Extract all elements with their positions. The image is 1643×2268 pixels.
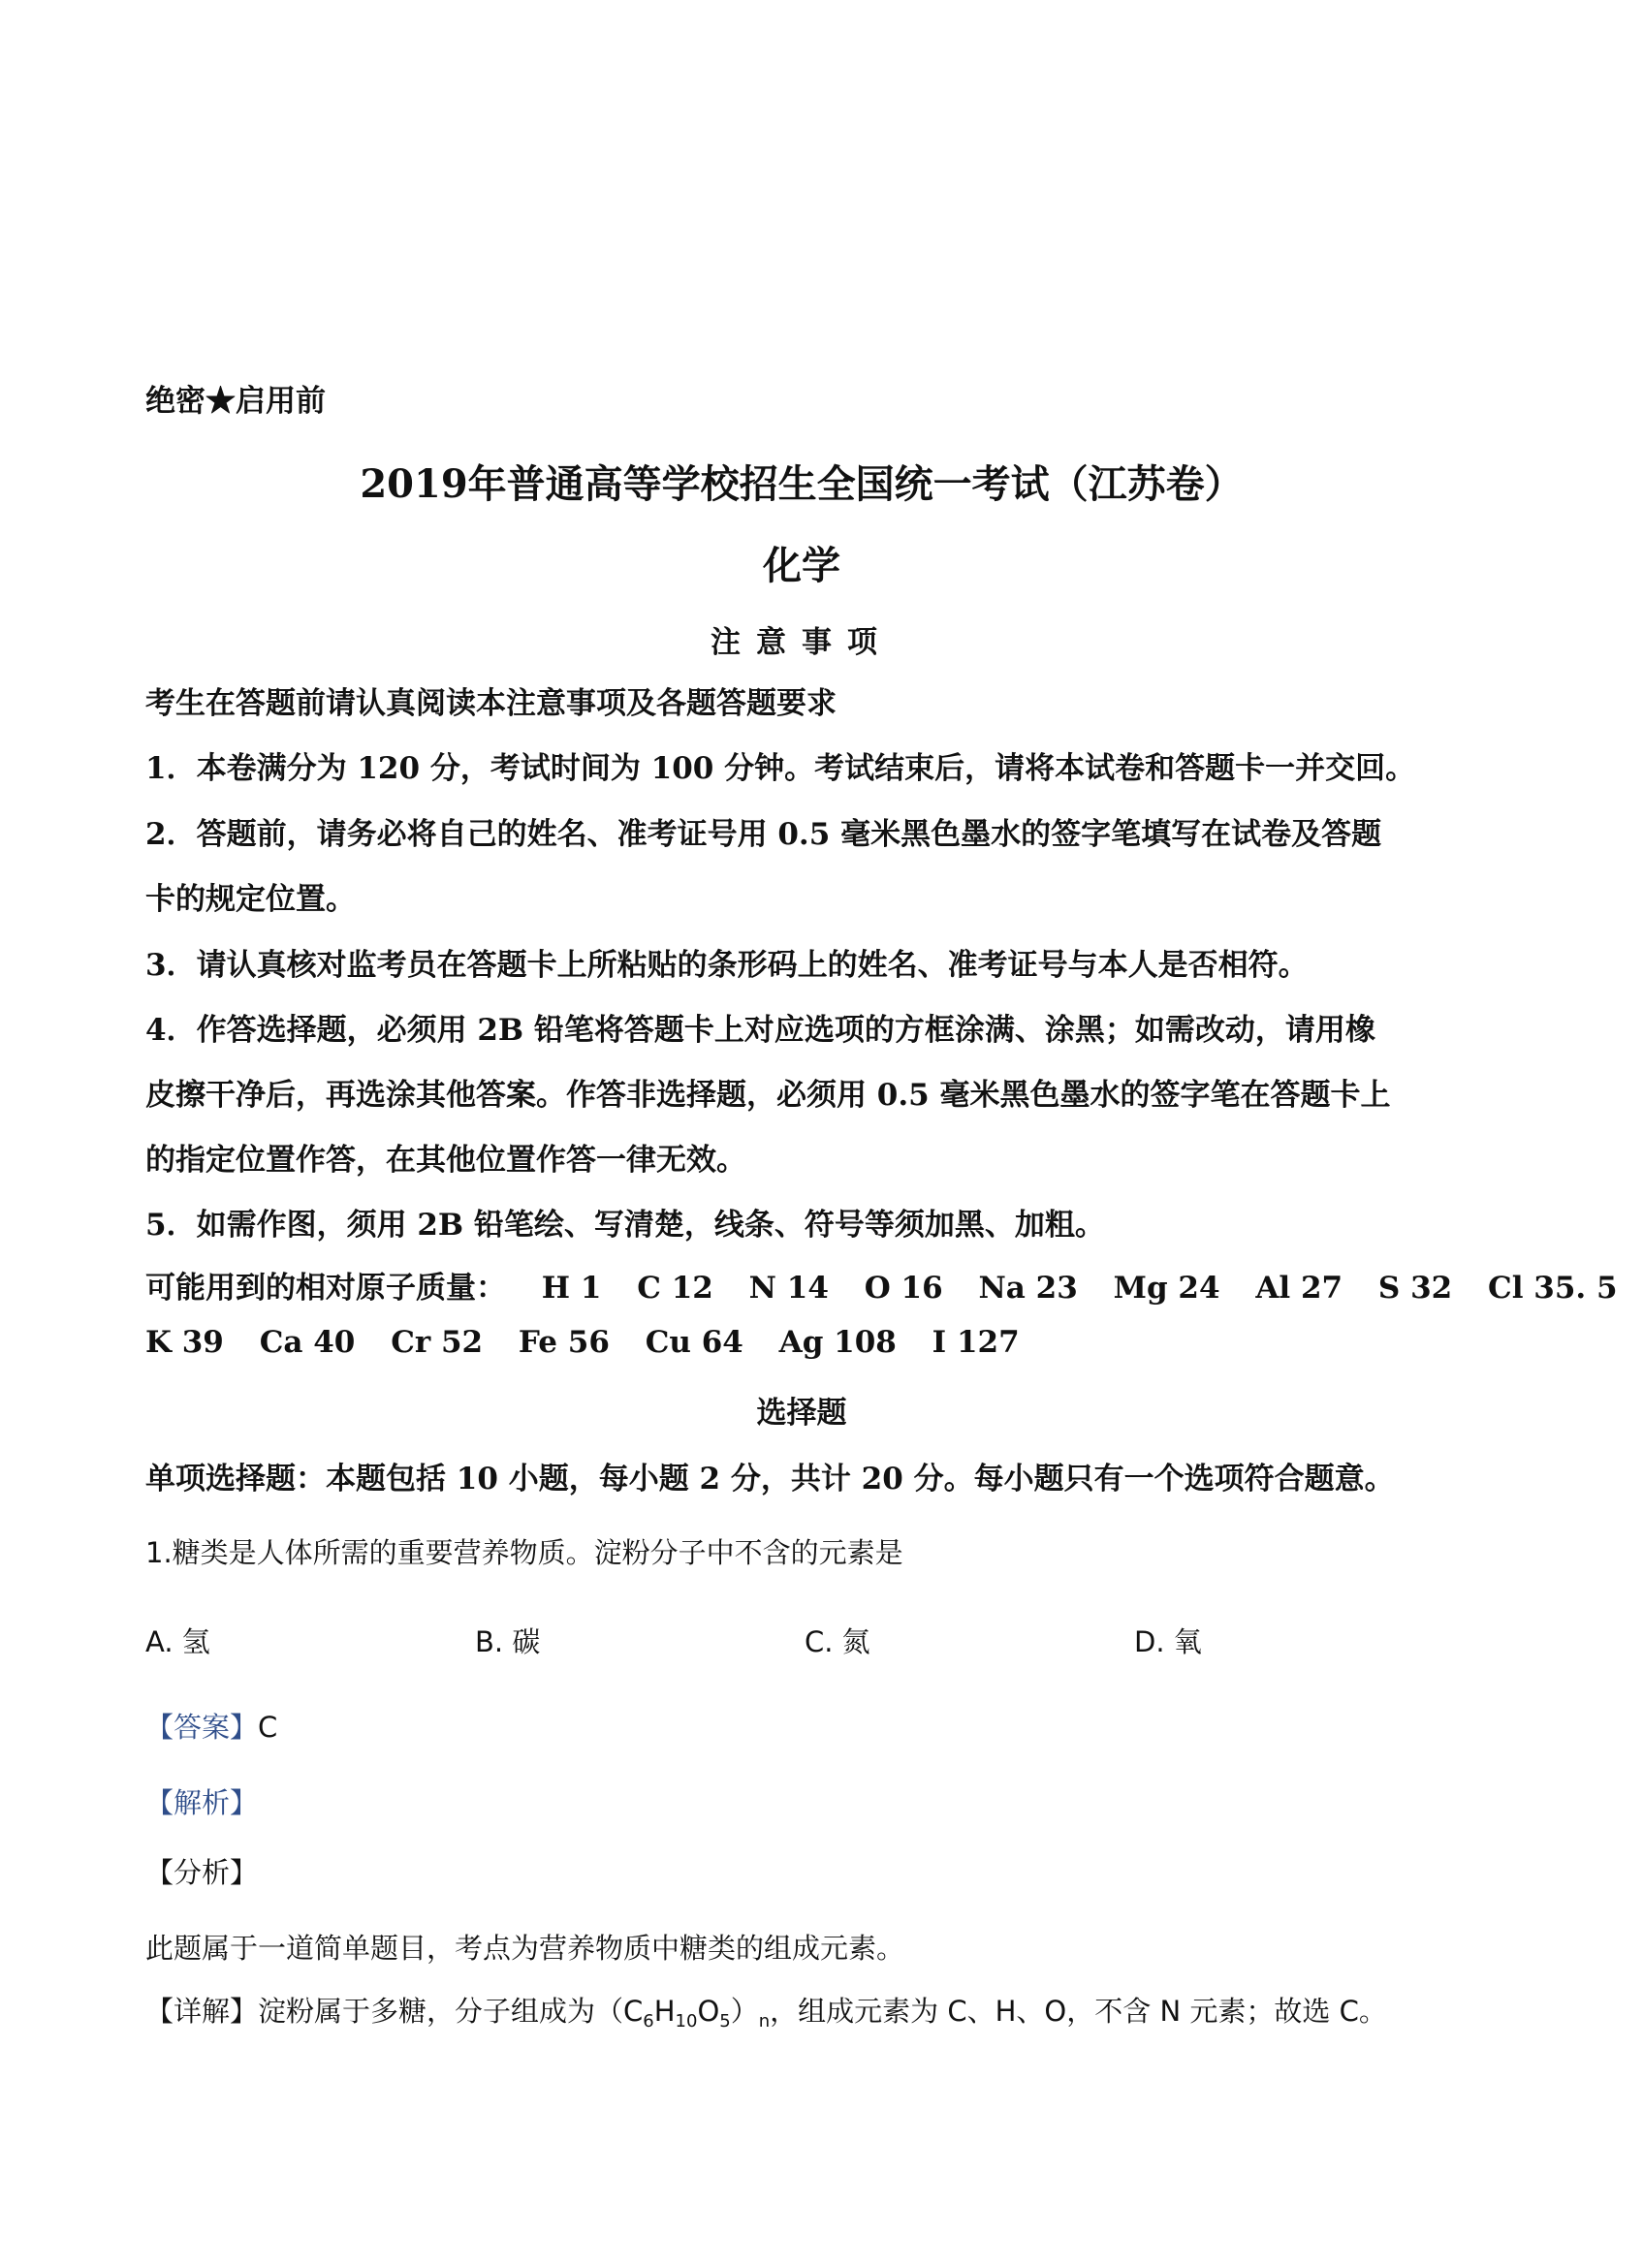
answer-tag: 【答案】 (145, 1711, 259, 1744)
atomic-mass: S 32 (1377, 1271, 1453, 1306)
detail-text-after: ，组成元素为 C、H、O，不含 N 元素；故选 C。 (770, 1995, 1387, 2028)
atomic-mass: Cu 64 (645, 1325, 743, 1360)
atomic-mass-label: 可能用到的相对原子质量： (145, 1271, 506, 1306)
notice-item: 4．作答选择题，必须用 2B 铅笔将答题卡上对应选项的方框涂满、涂黑；如需改动，请用橡 (145, 1013, 1375, 1048)
question-stem: 1.糖类是人体所需的重要营养物质。淀粉分子中不含的元素是 (145, 1536, 903, 1569)
atomic-mass: N 14 (748, 1271, 829, 1306)
option-c: C. 氮 (805, 1625, 870, 1658)
atomic-mass: C 12 (637, 1271, 713, 1306)
option-d: D. 氧 (1134, 1625, 1202, 1658)
notice-item: 2．答题前，请务必将自己的姓名、准考证号用 0.5 毫米黑色墨水的签字笔填写在试卷及答题 (145, 817, 1382, 852)
section-heading: 选择题 (756, 1396, 847, 1431)
option-a: A. 氢 (145, 1625, 210, 1658)
formula-close: ） (730, 1995, 759, 2028)
subject-title: 化学 (763, 543, 840, 588)
atomic-mass: Cl 35. 5 (1488, 1271, 1618, 1306)
analysis-tag: 【解析】 (145, 1786, 259, 1819)
notice-item: 1．本卷满分为 120 分，考试时间为 100 分钟。考试结束后，请将本试卷和答题卡一并交回。 (145, 751, 1416, 786)
notice-item: 的指定位置作答，在其他位置作答一律无效。 (145, 1143, 746, 1178)
notice-item: 卡的规定位置。 (145, 882, 356, 917)
atomic-mass: Ag 108 (778, 1325, 897, 1360)
formula-element: H (653, 1995, 676, 2028)
formula-subscript: 6 (643, 2011, 654, 2032)
notice-item: 3．请认真核对监考员在答题卡上所粘贴的条形码上的姓名、准考证号与本人是否相符。 (145, 948, 1309, 983)
notice-heading: 注意事项 (711, 625, 893, 660)
atomic-mass: Mg 24 (1113, 1271, 1220, 1306)
confidential-label: 绝密★启用前 (145, 384, 326, 419)
option-b: B. 碳 (475, 1625, 541, 1658)
answer-value: C (258, 1711, 278, 1744)
section-description: 单项选择题：本题包括 10 小题，每小题 2 分，共计 20 分。每小题只有一个选项符合题意。 (145, 1462, 1395, 1496)
atomic-mass: Fe 56 (518, 1325, 610, 1360)
atomic-mass: O 16 (864, 1271, 943, 1306)
atomic-mass: K 39 (145, 1325, 224, 1360)
formula-subscript: 10 (675, 2011, 698, 2032)
fenxi-text: 此题属于一道简单题目，考点为营养物质中糖类的组成元素。 (145, 1932, 905, 1965)
detail-text-before: 淀粉属于多糖，分子组成为（C (258, 1995, 644, 2028)
atomic-mass-line-1 (145, 1263, 1643, 1307)
atomic-mass: I 127 (932, 1325, 1020, 1360)
answer-line (145, 1706, 277, 1746)
notice-intro: 考生在答题前请认真阅读本注意事项及各题答题要求 (145, 686, 837, 721)
atomic-mass: H 1 (541, 1271, 602, 1306)
atomic-mass: Na 23 (978, 1271, 1078, 1306)
notice-item: 5．如需作图，须用 2B 铅笔绘、写清楚，线条、符号等须加黑、加粗。 (145, 1208, 1105, 1243)
exam-title: 2019年普通高等学校招生全国统一考试（江苏卷） (360, 461, 1244, 507)
fenxi-tag: 【分析】 (145, 1856, 259, 1889)
formula-subscript: n (758, 2011, 771, 2032)
atomic-mass: Cr 52 (391, 1325, 484, 1360)
atomic-mass-line-2 (145, 1325, 1045, 1360)
atomic-mass: Al 27 (1255, 1271, 1343, 1306)
detail-line (145, 1990, 1387, 2032)
formula-element: O (697, 1995, 720, 2028)
atomic-mass: Ca 40 (259, 1325, 356, 1360)
formula-subscript: 5 (719, 2011, 731, 2032)
notice-item: 皮擦干净后，再选涂其他答案。作答非选择题，必须用 0.5 毫米黑色墨水的签字笔在答题卡上 (145, 1078, 1391, 1113)
detail-tag: 【详解】 (145, 1995, 259, 2028)
